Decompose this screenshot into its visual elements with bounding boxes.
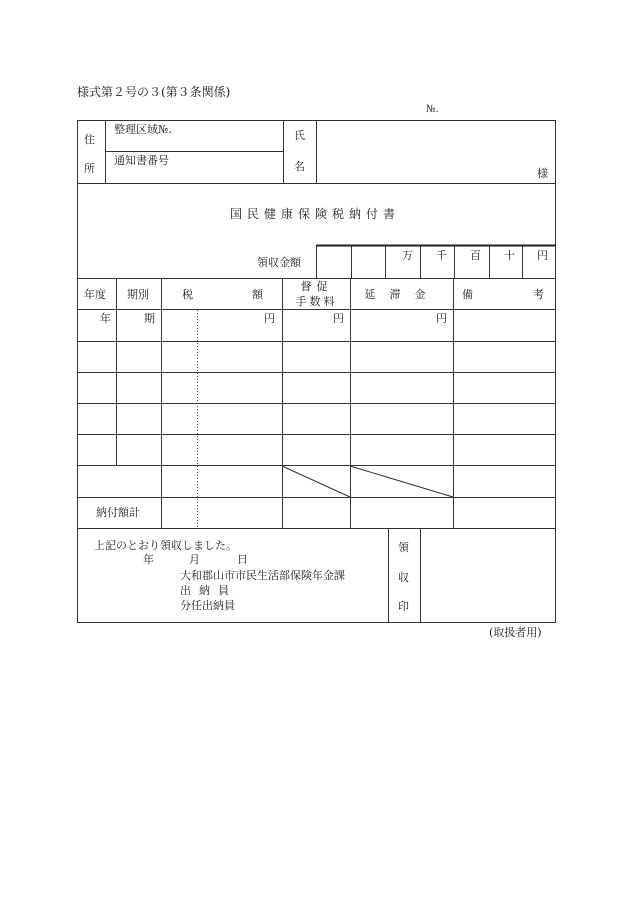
name-label-bottom: 名 xyxy=(294,160,305,173)
header-period: 期別 xyxy=(127,288,149,301)
name-label-top: 氏 xyxy=(294,129,305,142)
header-remarks-1: 備 xyxy=(462,288,473,301)
header-tax: 税 xyxy=(182,288,193,301)
document-title: 国民健康保険税納付書 xyxy=(229,207,400,221)
stamp-label-2: 収 xyxy=(398,571,409,584)
number-label: №. xyxy=(426,104,439,115)
stamp-label-3: 印 xyxy=(398,600,409,613)
header-remarks-2: 考 xyxy=(533,288,544,301)
unit-ju: 十 xyxy=(504,249,515,262)
unit-hyaku: 百 xyxy=(470,249,481,262)
header-amount: 額 xyxy=(252,288,263,301)
header-late-charge: 延滞金 xyxy=(364,288,440,301)
receipt-date-month: 月 xyxy=(189,553,200,566)
receipt-amount-label: 領収金額 xyxy=(257,256,301,269)
unit-en: 円 xyxy=(537,249,548,262)
header-fiscal-year: 年度 xyxy=(84,288,106,301)
handler-copy-label: (取扱者用) xyxy=(489,626,542,639)
area-number-label: 整理区域№. xyxy=(114,123,172,136)
sub-treasurer-label: 分任出納員 xyxy=(180,599,235,612)
stamp-label-1: 領 xyxy=(398,541,409,554)
receipt-date-year: 年 xyxy=(143,553,154,566)
total-payment-label: 納付額計 xyxy=(96,506,140,519)
treasurer-label: 出納員 xyxy=(180,584,237,597)
notice-number-label: 通知書番号 xyxy=(114,154,169,167)
form-identifier: 様式第２号の３(第３条関係) xyxy=(77,85,231,99)
unit-man: 万 xyxy=(402,249,413,262)
honorific-sama: 様 xyxy=(537,167,548,180)
unit-sen: 千 xyxy=(436,249,447,262)
row1-year-unit: 年 xyxy=(100,312,111,325)
row1-late-yen: 円 xyxy=(436,312,447,325)
row1-tax-yen: 円 xyxy=(264,312,275,325)
header-dunning: 督促 xyxy=(300,280,333,293)
address-label-bottom: 所 xyxy=(84,162,95,175)
header-fee: 手数料 xyxy=(295,295,338,308)
address-label-top: 住 xyxy=(84,133,95,146)
receipt-statement: 上記のとおり領収しました。 xyxy=(94,539,237,552)
receipt-date-day: 日 xyxy=(237,553,248,566)
row1-period-unit: 期 xyxy=(144,312,155,325)
department-name: 大和郡山市市民生活部保険年金課 xyxy=(180,569,345,582)
row1-fee-yen: 円 xyxy=(333,312,344,325)
